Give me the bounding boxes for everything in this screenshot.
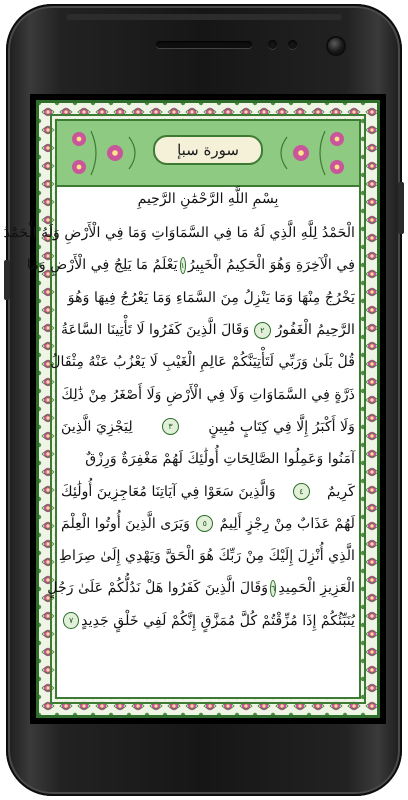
- surah-title-cartouche: [153, 135, 263, 165]
- verse-line[interactable]: [61, 605, 355, 637]
- basmala: بِسْمِ اللَّهِ الرَّحْمَٰنِ الرَّحِيمِ: [137, 191, 279, 207]
- verse-line[interactable]: [3, 217, 355, 249]
- ayah-number-marker: ٧: [63, 612, 79, 629]
- verse-line[interactable]: [61, 314, 355, 346]
- verse-text: الَّذِي أُنْزِلَ إِلَيْكَ مِنْ رَبِّكَ هُوَ الْحَقَّ وَيَهْدِي إِلَىٰ صِرَاطِ: [58, 548, 355, 565]
- surah-title: سورة سبإ: [177, 141, 239, 159]
- verse-text: آمَنُوا وَعَمِلُوا الصَّالِحَاتِ أُولَٰئِكَ لَهُمْ مَغْفِرَةٌ وَرِزْقٌ: [85, 451, 355, 468]
- phone-frame: [3, 4, 402, 796]
- verse-line[interactable]: [61, 508, 355, 540]
- verse-line[interactable]: [61, 475, 355, 507]
- volume-key[interactable]: [398, 182, 404, 234]
- ayah-number-marker: ٦: [270, 580, 276, 597]
- ayah-number-marker: ٢: [254, 322, 271, 339]
- mushaf-page[interactable]: [3, 100, 380, 718]
- verse-text: كَرِيمٌ: [327, 483, 355, 500]
- ayah-number-marker: ١: [180, 257, 186, 274]
- verse-line[interactable]: [26, 249, 355, 281]
- text-area: [3, 119, 361, 699]
- power-key[interactable]: [4, 260, 10, 300]
- verse-text-continued: وَقَالَ الَّذِينَ كَفَرُوا هَلْ نَدُلُّكُمْ عَلَىٰ رَجُلٍ: [47, 580, 269, 597]
- ayah-number-marker: ٤: [293, 483, 310, 500]
- phone-top-edge: [66, 14, 342, 20]
- verse-line[interactable]: [61, 411, 355, 443]
- earpiece-speaker: [156, 41, 252, 48]
- verse-line[interactable]: [50, 346, 355, 378]
- verse-text-continued: وَالَّذِينَ سَعَوْا فِي آيَاتِنَا مُعَاجِزِينَ أُولَٰئِكَ: [61, 483, 276, 500]
- verse-line[interactable]: [47, 572, 355, 604]
- verse-lines: [3, 217, 355, 637]
- ayah-number-marker: ٣: [162, 418, 179, 435]
- verse-text-continued: وَقَالَ الَّذِينَ كَفَرُوا لَا تَأْتِينَا السَّاعَةُ: [61, 322, 250, 339]
- verse-text: الْعَزِيزِ الْحَمِيدِ: [278, 580, 355, 597]
- verse-text: لَهُمْ عَذَابٌ مِنْ رِجْزٍ أَلِيمٌ: [219, 515, 355, 532]
- verse-line[interactable]: [61, 282, 355, 314]
- verse-text: فِي الْآخِرَةِ وَهُوَ الْحَكِيمُ الْخَبِيرُ: [187, 257, 355, 274]
- verse-line[interactable]: [61, 443, 355, 475]
- verse-text: الرَّحِيمُ الْغَفُورُ: [275, 322, 355, 339]
- verse-text-continued: لِيَجْزِيَ الَّذِينَ: [61, 418, 133, 435]
- front-camera: [328, 38, 344, 54]
- verse-text: وَلَا أَكْبَرُ إِلَّا فِي كِتَابٍ مُبِينٍ: [208, 418, 355, 435]
- ayah-number-marker: ٥: [196, 515, 213, 532]
- verse-text: يُنَبِّئُكُمْ إِذَا مُزِّقْتُمْ كُلَّ مُمَزَّقٍ إِنَّكُمْ لَفِي خَلْقٍ جَدِيدٍ: [81, 612, 355, 629]
- surah-header: [57, 121, 359, 187]
- verse-text-continued: وَيَرَى الَّذِينَ أُوتُوا الْعِلْمَ: [61, 515, 190, 532]
- verse-text: الْحَمْدُ لِلَّهِ الَّذِي لَهُ مَا فِي السَّمَاوَاتِ وَمَا فِي الْأَرْضِ وَلَهُ الْحَمْدُ: [3, 225, 355, 242]
- verse-line[interactable]: [61, 378, 355, 410]
- proximity-sensor-2: [288, 40, 297, 49]
- verse-text-continued: يَعْلَمُ مَا يَلِجُ فِي الْأَرْضِ وَمَا: [26, 257, 178, 274]
- verse-text: قُلْ بَلَىٰ وَرَبِّي لَتَأْتِيَنَّكُمْ عَالِمِ الْغَيْبِ لَا يَعْزُبُ عَنْهُ مِثْقَالُ: [50, 354, 355, 371]
- verse-text: ذَرَّةٍ فِي السَّمَاوَاتِ وَلَا فِي الْأَرْضِ وَلَا أَصْغَرُ مِنْ ذَٰلِكَ: [61, 386, 355, 403]
- verse-text: يَخْرُجُ مِنْهَا وَمَا يَنْزِلُ مِنَ السَّمَاءِ وَمَا يَعْرُجُ فِيهَا وَهُوَ: [67, 289, 355, 306]
- screen: [3, 94, 386, 724]
- verse-line[interactable]: [58, 540, 355, 572]
- proximity-sensor-1: [268, 40, 277, 49]
